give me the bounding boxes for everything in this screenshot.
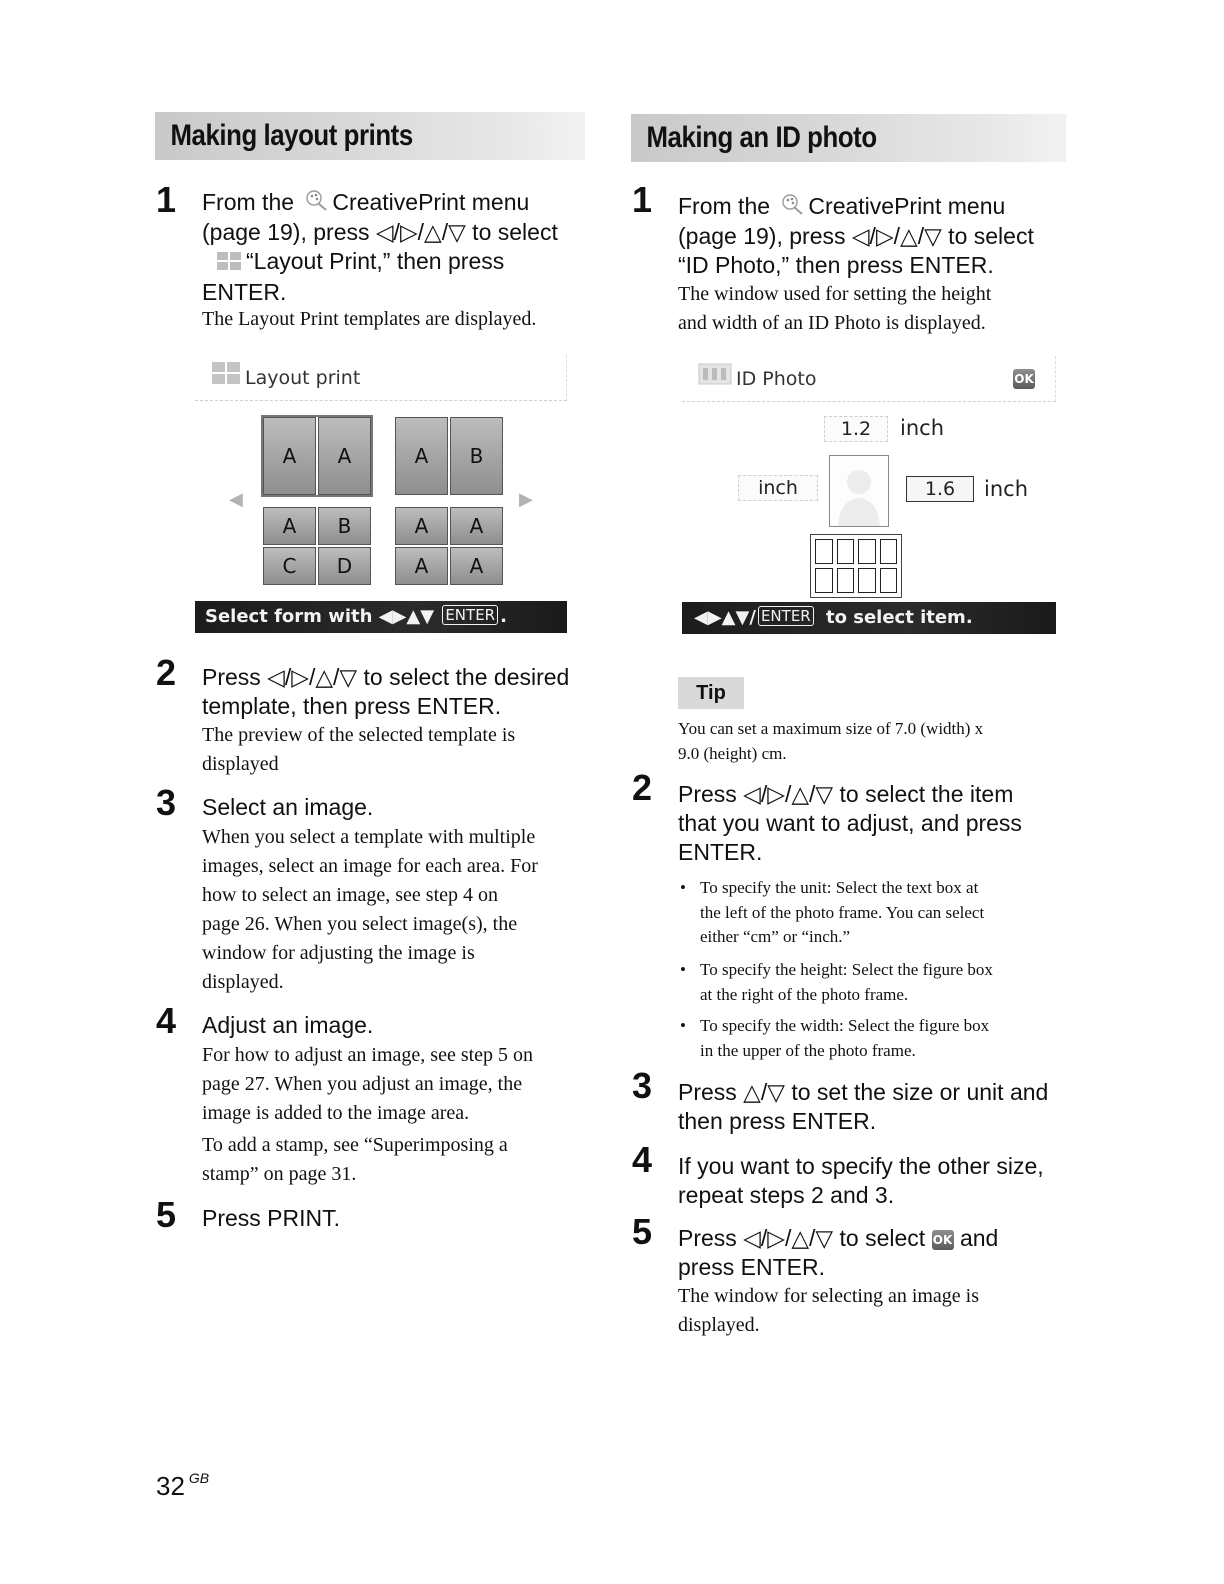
step2-title-line: Press ◁/▷/△/▽ to select the desired (202, 664, 570, 690)
person-silhouette-icon (830, 456, 888, 526)
section-heading-id-photo: Making an ID photo (631, 114, 1066, 162)
photo-cell (815, 539, 833, 564)
page-number-value: 32 (156, 1471, 185, 1501)
step3-description-line: how to select an image, see step 4 on (202, 884, 499, 906)
step3-description (202, 823, 602, 997)
photo-cell (837, 539, 855, 564)
template-option-1[interactable] (263, 417, 371, 495)
bullet-item (678, 1014, 1098, 1063)
step4-description (202, 1041, 602, 1128)
photo-cell (880, 539, 898, 564)
template-tile: A (318, 417, 371, 495)
template-tile: A (395, 417, 448, 495)
id-photo-screen-header (682, 356, 1056, 402)
photo-count-grid (810, 534, 902, 598)
tip-badge: Tip (678, 677, 744, 709)
id-photo-screen-title: ID Photo (736, 368, 817, 390)
bullet-dot: • (680, 1016, 686, 1035)
step5-title-line2: press ENTER. (678, 1254, 825, 1280)
status-arrows: ◀▶▲▼/ (694, 607, 756, 628)
template-tile: A (395, 547, 448, 585)
template-tile: A (263, 417, 316, 495)
step4-title: Adjust an image. (202, 1012, 374, 1038)
step2-title-line: ENTER. (678, 839, 763, 865)
bullet-line: at the right of the photo frame. (700, 984, 909, 1004)
step4-title-line: If you want to specify the other size, (678, 1153, 1044, 1179)
step1-line1a: From the (202, 189, 295, 215)
page-number-suffix: GB (188, 1470, 210, 1486)
photo-cell (880, 568, 898, 593)
photo-cell (858, 539, 876, 564)
template-tile: A (450, 547, 503, 585)
step3-description-line: images, select an image for each area. For (202, 855, 538, 877)
bullet-line: To specify the height: Select the figure box (700, 960, 993, 979)
step3-description-line: page 26. When you select image(s), the (202, 913, 518, 935)
width-value-box[interactable]: 1.2 (824, 416, 888, 442)
id-photo-screen (682, 356, 1056, 636)
step1-title (202, 188, 592, 307)
step3-title: Select an image. (202, 794, 374, 820)
id-photo-status-bar (682, 602, 1056, 634)
status-text: Select form with ◀▶▲▼ (205, 606, 435, 627)
height-value-box[interactable]: 1.6 (906, 476, 974, 502)
step5-title-b: and (959, 1225, 999, 1251)
step1-line2: (page 19), press ◁/▷/△/▽ to select (202, 219, 558, 246)
step5-description (678, 1282, 1098, 1340)
step1-line3: “ID Photo,” then press ENTER. (678, 252, 994, 279)
step1-description-line: The window used for setting the height (678, 283, 992, 305)
step1-description-line: and width of an ID Photo is displayed. (678, 312, 986, 334)
step2-title-line: template, then press ENTER. (202, 693, 502, 719)
enter-key-icon: ENTER (442, 605, 498, 625)
step3-description-line: window for adjusting the image is (202, 942, 475, 964)
step-number: 3 (156, 782, 177, 823)
photo-cell (815, 568, 833, 593)
template-tile: D (318, 547, 371, 585)
step1-line1b: CreativePrint menu (808, 193, 1006, 219)
photo-cell (837, 568, 855, 593)
layout-print-screen-title: Layout print (245, 367, 361, 389)
step1-line1b: CreativePrint menu (332, 189, 530, 215)
bullet-line: in the upper of the photo frame. (700, 1040, 916, 1060)
step2-description (202, 721, 602, 779)
step1-line3: “Layout Print,” then press (246, 248, 505, 275)
tip-text-line: 9.0 (height) cm. (678, 744, 787, 763)
step-number: 4 (156, 1000, 177, 1041)
step4-stamp-note-line: stamp” on page 31. (202, 1163, 357, 1185)
template-tile: B (318, 507, 371, 545)
unit-select-box[interactable]: inch (738, 475, 818, 501)
template-tile: B (450, 417, 503, 495)
page-number (156, 1470, 209, 1502)
step4-title-line: repeat steps 2 and 3. (678, 1182, 895, 1208)
bullet-dot: • (680, 878, 686, 897)
step5-description-line: The window for selecting an image is (678, 1285, 980, 1307)
layout-print-screen (195, 355, 567, 633)
step-number: 3 (632, 1065, 653, 1106)
tip-text-line: You can set a maximum size of 7.0 (width) x (678, 719, 984, 738)
step5-title-a: Press ◁/▷/△/▽ to select (678, 1225, 926, 1251)
step1-description (678, 280, 1098, 338)
step-number: 1 (632, 179, 653, 220)
scroll-left-icon[interactable]: ◀ (229, 489, 243, 510)
ok-button[interactable]: OK (1013, 369, 1035, 389)
step-number: 5 (632, 1211, 653, 1252)
layout-print-status-bar (195, 601, 567, 633)
step3-description-line: When you select a template with multiple (202, 826, 536, 848)
step2-title (202, 663, 602, 721)
step-number: 2 (156, 652, 177, 693)
step-number: 5 (156, 1194, 177, 1235)
step1-title (678, 192, 1078, 280)
layout-print-icon (216, 249, 242, 278)
step4-stamp-note (202, 1131, 602, 1189)
bullet-line: To specify the unit: Select the text box at (700, 878, 979, 897)
template-tile: A (450, 507, 503, 545)
bullet-item (678, 958, 1098, 1007)
id-photo-icon (698, 357, 732, 403)
step3-title (678, 1078, 1098, 1136)
step4-stamp-note-line: To add a stamp, see “Superimposing a (202, 1134, 508, 1156)
template-tile: A (263, 507, 316, 545)
template-option-2[interactable] (395, 417, 503, 495)
step2-description-line: The preview of the selected template is (202, 724, 516, 746)
bullet-item (678, 876, 1098, 950)
step2-title-line: Press ◁/▷/△/▽ to select the item (678, 781, 1014, 807)
step3-description-line: displayed. (202, 971, 284, 993)
step4-title (678, 1152, 1098, 1210)
layout-print-icon (211, 356, 241, 402)
layout-print-screen-header (195, 355, 567, 401)
ok-icon: OK (932, 1230, 954, 1250)
width-unit-label: inch (900, 416, 944, 440)
template-tile: A (395, 507, 448, 545)
bullet-line: To specify the width: Select the figure box (700, 1016, 990, 1035)
step1-line2: (page 19), press ◁/▷/△/▽ to select (678, 223, 1034, 250)
template-tile: C (263, 547, 316, 585)
photo-frame (829, 455, 889, 527)
step3-title-line: then press ENTER. (678, 1108, 877, 1134)
status-end: . (500, 606, 507, 627)
bullet-line: the left of the photo frame. You can select (700, 902, 985, 922)
photo-cell (858, 568, 876, 593)
scroll-right-icon[interactable]: ▶ (519, 489, 533, 510)
step2-description-line: displayed (202, 753, 279, 775)
step-number: 2 (632, 767, 653, 808)
step5-title: Press PRINT. (202, 1205, 341, 1231)
step1-line4: ENTER. (202, 278, 287, 305)
section-heading-layout-prints: Making layout prints (155, 112, 585, 160)
step4-description-line: page 27. When you adjust an image, the (202, 1073, 523, 1095)
step-number: 1 (156, 179, 177, 220)
tip-text (678, 716, 1078, 766)
step-number: 4 (632, 1139, 653, 1180)
creativeprint-icon (304, 189, 328, 218)
step2-title (678, 780, 1098, 867)
status-text: to select item. (826, 607, 973, 628)
step1-line1a: From the (678, 193, 771, 219)
bullet-dot: • (680, 960, 686, 979)
step5-description-line: displayed. (678, 1314, 760, 1336)
step4-description-line: image is added to the image area. (202, 1102, 470, 1124)
template-option-3[interactable] (263, 507, 371, 585)
bullet-line: either “cm” or “inch.” (700, 927, 851, 946)
height-unit-label: inch (984, 477, 1028, 501)
step5-title (678, 1224, 1098, 1282)
step3-title-line: Press △/▽ to set the size or unit and (678, 1079, 1049, 1105)
enter-key-icon: ENTER (758, 606, 814, 626)
step2-title-line: that you want to adjust, and press (678, 810, 1022, 836)
creativeprint-icon (780, 193, 804, 222)
template-option-4[interactable] (395, 507, 503, 585)
step1-description: The Layout Print templates are displayed. (202, 308, 537, 330)
step4-description-line: For how to adjust an image, see step 5 on (202, 1044, 534, 1066)
